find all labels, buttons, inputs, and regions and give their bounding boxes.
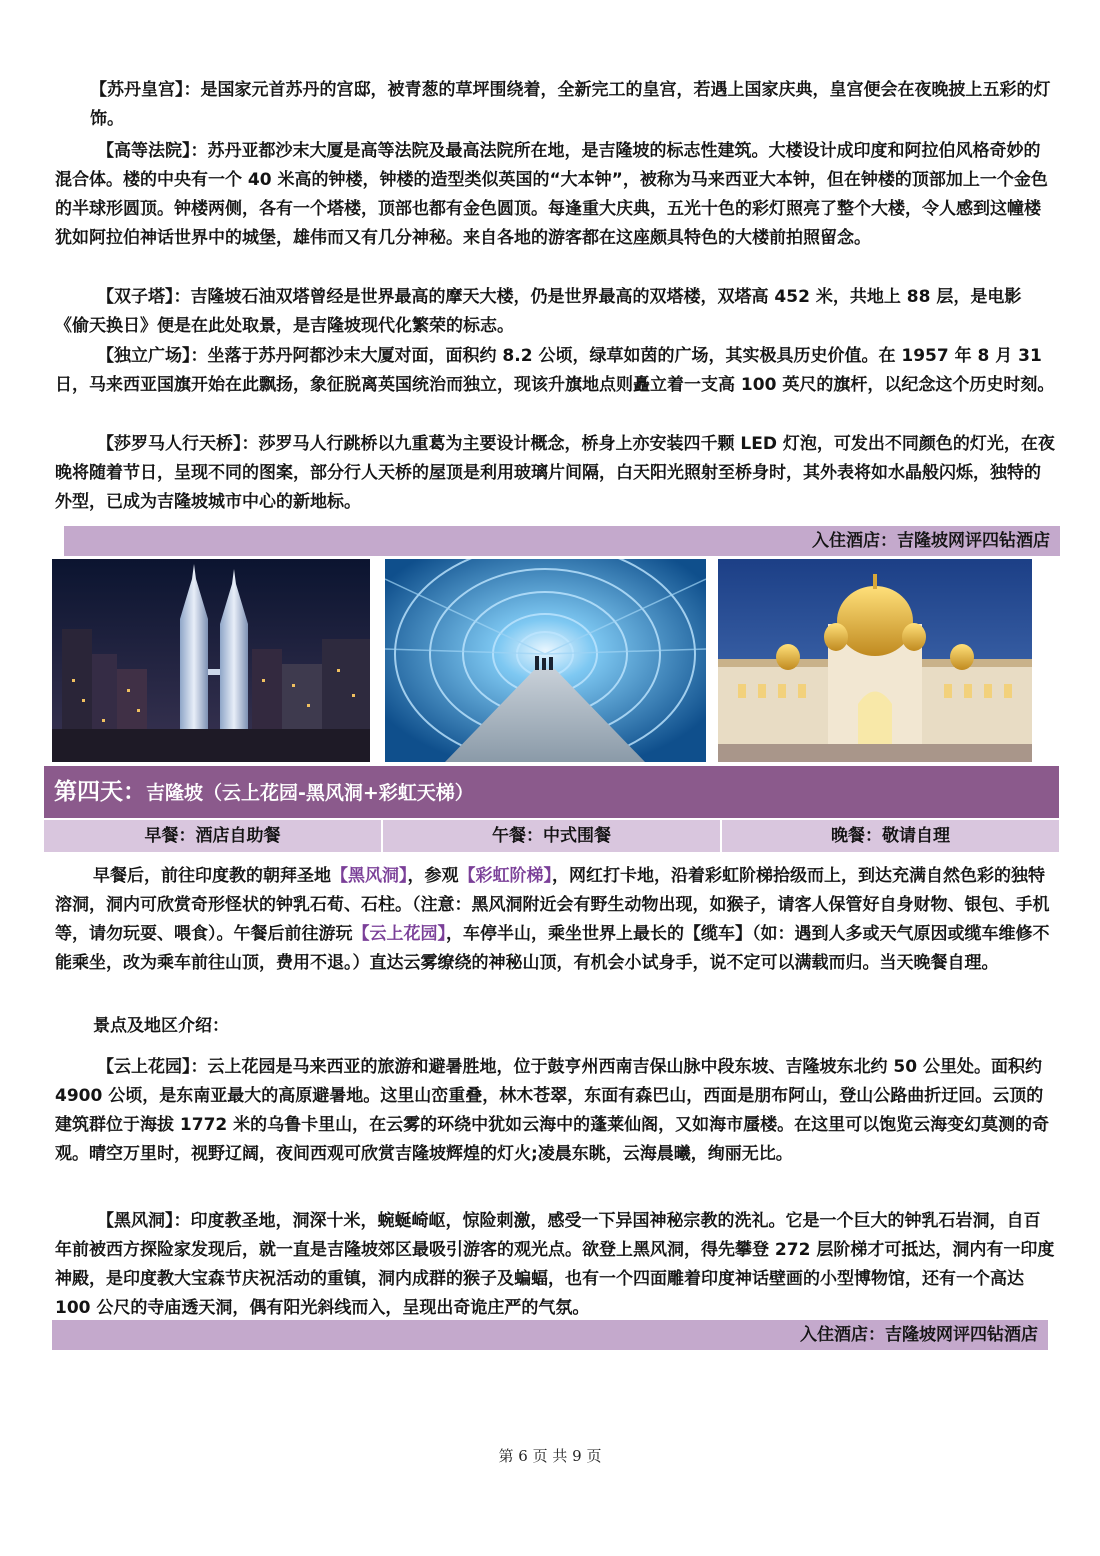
para-merdeka-square	[55, 342, 1055, 400]
intro-batu-caves	[55, 1207, 1055, 1323]
para-twin-towers	[55, 283, 1055, 341]
highlight-black-cave: 【黑风洞】	[331, 866, 408, 886]
intro-title: 景点及地区介绍：	[93, 1016, 229, 1036]
day-header	[44, 766, 1059, 818]
meal-breakfast: 早餐：酒店自助餐	[44, 820, 381, 852]
meal-dinner: 晚餐：敬请自理	[722, 820, 1059, 852]
saloma-bridge-photo	[385, 559, 706, 762]
hotel-bar: 入住酒店：吉隆坡网评四钻酒店	[52, 1320, 1048, 1350]
spot-label: 【双子塔】	[97, 287, 174, 307]
hotel-bar: 入住酒店：吉隆坡网评四钻酒店	[64, 526, 1060, 556]
spot-label: 【黑风洞】	[97, 1211, 174, 1231]
spot-text: ：坐落于苏丹阿都沙末大厦对面，面积约 8.2 公顷，绿草如茵的广场，其实极具历史价值。在 1957 年 8 月 31 日，马来西亚国旗开始在此飘扬，象征脱离英国统治而独立，现该升旗地点则矗立着一支高 100 英尺的旗杆，以纪念这个历史时刻。	[55, 346, 1055, 395]
highlight-genting: 【云上花园】	[352, 924, 446, 944]
page-footer: 第 6 页 共 9 页	[498, 1447, 602, 1465]
itinerary-paragraph	[55, 862, 1055, 978]
petronas-towers-photo	[52, 559, 370, 762]
spot-text: ：云上花园是马来西亚的旅游和避暑胜地，位于鼓亨州西南吉保山脉中段东坡、吉隆坡东北约 50 公里处。面积约 4900 公顷，是东南亚最大的高原避暑地。这里山峦重叠，林木苍翠，东面有森巴山，西面是朋布阿山，登山公路曲折迂回。云顶的建筑群位于海拔 1772 米的乌鲁卡里山，在云雾的环绕中犹如云海中的蓬莱仙阁，又如海市蜃楼。在这里可以饱览云海变幻莫测的奇观。晴空万里时，视野辽阔，夜间西观可欣赏吉隆坡辉煌的灯火;凌晨东眺，云海晨曦，绚丽无比。	[55, 1057, 1050, 1164]
itinerary-text: ，车停半山，乘坐世界上最长的【缆车】（如：遇到人多或天气原因或缆车维修不能乘坐，改为乘车前往山顶，费用不退。）直达云雾缭绕的神秘山顶，有机会小试身手，说不定可以满载而归。当天晚餐自理。	[55, 924, 1050, 973]
meals-row	[44, 820, 1059, 852]
meal-lunch: 午餐：中式围餐	[383, 820, 720, 852]
intro-genting	[55, 1053, 1055, 1169]
day-label: 第四天：	[54, 779, 146, 805]
spot-label: 【高等法院】	[97, 141, 191, 161]
itinerary-text: ，网红打卡地，沿着彩虹阶梯拾级而上，到达充满自然色彩的独特溶洞，洞内可欣赏奇形怪状的钟乳石荀、石柱。（注意：黑风洞附近会有野生动物出现，如猴子，请客人保管好自身财物、银包、手机等，请勿玩耍、喂食）。午餐后前往游玩	[55, 866, 1050, 944]
spot-label: 【莎罗马人行天桥】	[97, 434, 242, 454]
spot-text: ：苏丹亚都沙末大厦是高等法院及最高法院所在地，是吉隆坡的标志性建筑。大楼设计成印度和阿拉伯风格奇妙的混合体。楼的中央有一个 40 米高的钟楼，钟楼的造型类似英国的“大本钟”，被称为马来西亚大本钟，但在钟楼的顶部加上一个金色的半球形圆顶。钟楼两侧，各有一个塔楼，顶部也都有金色圆顶。每逢重大庆典，五光十色的彩灯照亮了整个大楼，令人感到这幢楼犹如阿拉伯神话世界中的城堡，雄伟而又有几分神秘。来自各地的游客都在这座颇具特色的大楼前拍照留念。	[55, 141, 1048, 248]
para-high-court	[55, 137, 1055, 253]
highlight-rainbow-stairs: 【彩虹阶梯】	[458, 866, 552, 886]
para-sultan-palace	[90, 76, 1055, 134]
spot-label: 【苏丹皇宫】	[90, 80, 184, 100]
spot-text: ：是国家元首苏丹的宫邸，被青葱的草坪围绕着，全新完工的皇宫，若遇上国家庆典，皇宫便会在夜晚披上五彩的灯饰。	[90, 80, 1051, 129]
spot-text: ：莎罗马人行跳桥以九重葛为主要设计概念，桥身上亦安装四千颗 LED 灯泡，可发出不同颜色的灯光，在夜晚将随着节日，呈现不同的图案，部分行人天桥的屋顶是利用玻璃片间隔，白天阳光照射至桥身时，其外表将如水晶般闪烁，独特的外型，已成为吉隆坡城市中心的新地标。	[55, 434, 1055, 512]
day-title: 吉隆坡（云上花园-黑风洞+彩虹天梯）	[146, 782, 474, 804]
spot-text: ：印度教圣地，洞深十米，蜿蜒崎岖，惊险刺激，感受一下异国神秘宗教的洗礼。它是一个巨大的钟乳石岩洞，自百年前被西方探险家发现后，就一直是吉隆坡郊区最吸引游客的观光点。欲登上黑风洞，得先攀登 272 层阶梯才可抵达，洞内有一印度神殿，是印度教大宝森节庆祝活动的重镇，洞内成群的猴子及蝙蝠，也有一个四面雕着印度神话壁画的小型博物馆，还有一个高达 100 公尺的寺庙透天洞，偶有阳光斜线而入，呈现出奇诡庄严的气氛。	[55, 1211, 1055, 1318]
spot-label: 【云上花园】	[97, 1057, 191, 1077]
para-saloma-bridge	[55, 430, 1055, 517]
spot-text: ：吉隆坡石油双塔曾经是世界最高的摩天大楼，仍是世界最高的双塔楼，双塔高 452 米，共地上 88 层，是电影《偷天换日》便是在此处取景，是吉隆坡现代化繁荣的标志。	[55, 287, 1022, 336]
itinerary-text: 早餐后，前往印度教的朝拜圣地	[93, 866, 331, 886]
itinerary-text: ，参观	[407, 866, 459, 886]
istana-negara-photo	[718, 559, 1032, 762]
spot-label: 【独立广场】	[97, 346, 191, 366]
